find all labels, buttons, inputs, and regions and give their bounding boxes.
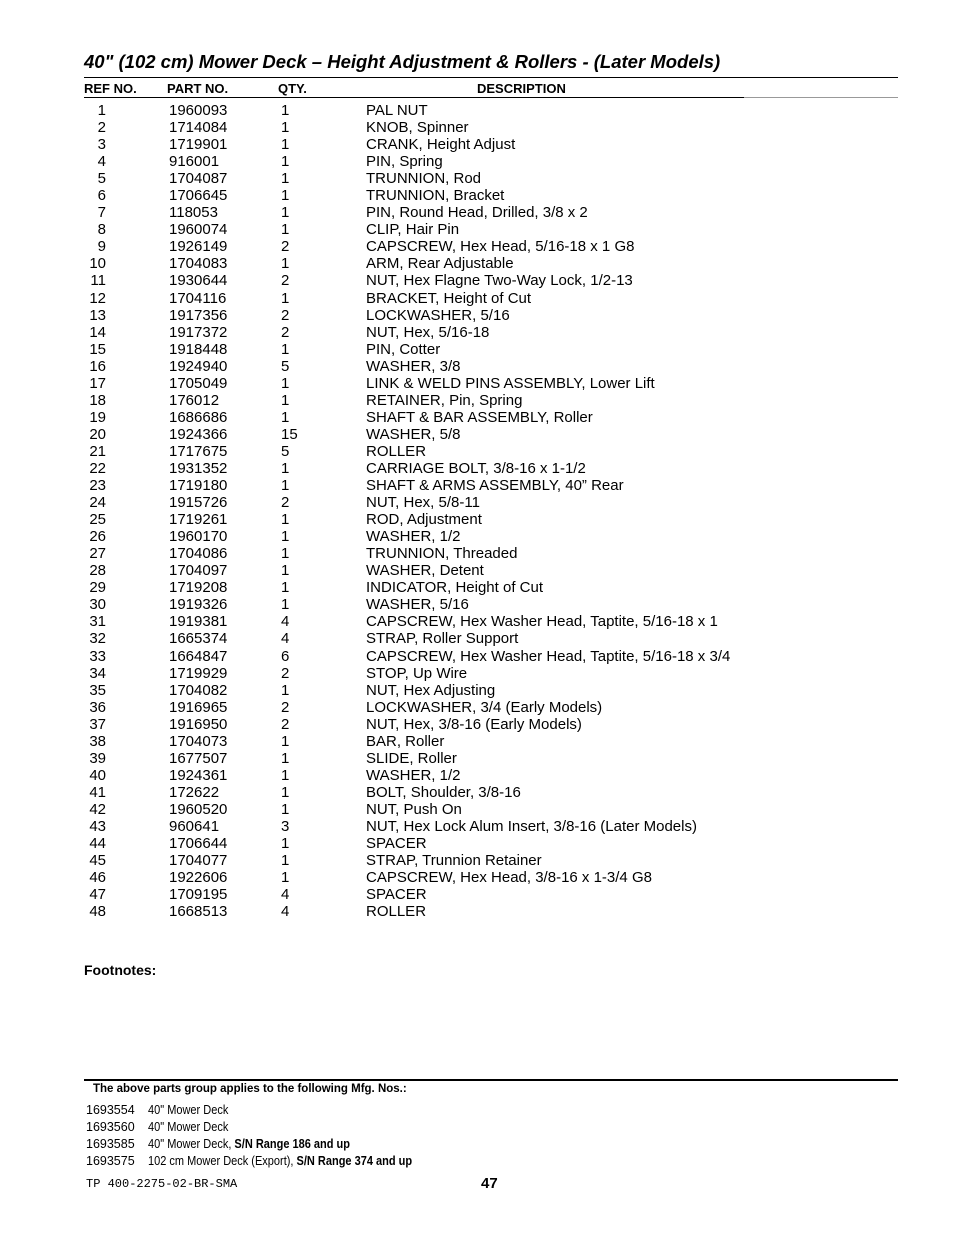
table-row [0,392,954,409]
qty-cell: 1 [281,528,290,546]
qty-cell: 1 [281,579,290,597]
part-no-cell: 1704116 [169,289,227,307]
ref-no-cell: 8 [97,221,106,239]
part-no-cell: 1719929 [169,664,228,682]
ref-no-cell: 44 [89,835,106,853]
part-no-cell: 1918448 [169,340,228,358]
ref-no-cell: 33 [89,647,106,665]
ref-no-cell: 30 [89,596,106,614]
part-no-cell: 1706645 [169,187,228,205]
table-row [0,699,954,716]
ref-no-cell: 2 [97,119,106,137]
mfg-description-text: 40" Mower Deck [148,1120,229,1134]
part-no-cell: 1915726 [169,494,228,512]
description-cell: BRACKET, Height of Cut [366,289,532,307]
table-row [0,409,954,426]
description-cell: SPACER [366,835,427,853]
ref-no-cell: 31 [89,613,106,631]
ref-no-cell: 46 [89,869,106,887]
description-cell: INDICATOR, Height of Cut [366,579,543,597]
header-rule-right [744,97,898,98]
part-no-cell: 1719901 [169,136,228,154]
qty-cell: 1 [281,102,290,119]
table-row [0,204,954,221]
ref-no-cell: 32 [89,630,106,648]
part-no-cell: 1704073 [169,732,228,750]
ref-no-cell: 34 [89,664,106,682]
parts-table [0,102,954,920]
qty-cell: 1 [281,391,290,409]
ref-no-cell: 42 [89,800,106,818]
qty-cell: 2 [281,323,290,341]
qty-cell: 1 [281,289,290,307]
qty-cell: 1 [281,511,290,529]
title-rule [84,77,898,78]
part-no-cell: 1916965 [169,698,228,716]
description-cell: RETAINER, Pin, Spring [366,391,523,409]
qty-cell: 1 [281,221,290,239]
part-no-cell: 1917372 [169,323,228,341]
ref-no-cell: 41 [89,783,106,801]
part-no-cell: 1719208 [169,579,228,597]
ref-no-cell: 5 [97,170,106,188]
qty-cell: 1 [281,408,290,426]
description-cell: SLIDE, Roller [366,749,457,767]
table-row [0,102,954,119]
description-cell: STRAP, Trunnion Retainer [366,852,542,870]
table-row [0,903,954,920]
description-cell: SHAFT & BAR ASSEMBLY, Roller [366,408,593,426]
table-row [0,290,954,307]
qty-cell: 1 [281,596,290,614]
qty-cell: 1 [281,170,290,188]
mfg-description-text: 40" Mower Deck, [148,1137,235,1151]
header-qty: QTY. [278,81,307,96]
table-row [0,375,954,392]
ref-no-cell: 10 [89,255,106,273]
part-no-cell: 1930644 [169,272,228,290]
description-cell: CAPSCREW, Hex Washer Head, Taptite, 5/16-18 x 1 [366,613,718,631]
part-no-cell: 1705049 [169,374,228,392]
table-row [0,443,954,460]
qty-cell: 2 [281,272,290,290]
description-cell: CAPSCREW, Hex Washer Head, Taptite, 5/16-18 x 3/4 [366,647,731,665]
mfg-number-list [86,1102,686,1170]
qty-cell: 1 [281,766,290,784]
table-row [0,630,954,647]
ref-no-cell: 29 [89,579,106,597]
description-cell: PIN, Spring [366,153,443,171]
qty-cell: 1 [281,732,290,750]
part-no-cell: 1931352 [169,459,228,477]
qty-cell: 2 [281,664,290,682]
table-row [0,869,954,886]
part-no-cell: 1960074 [169,221,228,239]
ref-no-cell: 43 [89,817,106,835]
ref-no-cell: 27 [89,545,106,563]
table-row [0,272,954,289]
qty-cell: 1 [281,835,290,853]
description-cell: ROLLER [366,442,427,460]
table-row [0,187,954,204]
table-row [0,613,954,630]
part-no-cell: 1717675 [169,442,228,460]
part-no-cell: 1917356 [169,306,228,324]
description-cell: WASHER, 5/8 [366,425,461,443]
ref-no-cell: 47 [89,886,106,904]
description-cell: BAR, Roller [366,732,445,750]
mfg-row [86,1102,686,1119]
description-cell: CARRIAGE BOLT, 3/8-16 x 1-1/2 [366,459,586,477]
part-no-cell: 172622 [169,783,220,801]
mfg-description [148,1136,350,1153]
description-cell: ROD, Adjustment [366,511,482,529]
header-description: DESCRIPTION [477,81,566,96]
part-no-cell: 1714084 [169,119,228,137]
ref-no-cell: 26 [89,528,106,546]
description-cell: KNOB, Spinner [366,119,469,137]
qty-cell: 1 [281,562,290,580]
description-cell: CRANK, Height Adjust [366,136,516,154]
mfg-description-text: 40" Mower Deck [148,1103,229,1117]
description-cell: CAPSCREW, Hex Head, 5/16-18 x 1 G8 [366,238,635,256]
description-cell: SHAFT & ARMS ASSEMBLY, 40” Rear [366,477,624,495]
table-row [0,460,954,477]
part-no-cell: 1704097 [169,562,228,580]
ref-no-cell: 18 [89,391,106,409]
qty-cell: 3 [281,817,290,835]
description-cell: WASHER, 1/2 [366,766,461,784]
part-no-cell: 1665374 [169,630,228,648]
header-rule [84,97,744,98]
qty-cell: 5 [281,357,290,375]
mfg-serial-range: S/N Range 186 and up [234,1137,350,1151]
qty-cell: 2 [281,238,290,256]
part-no-cell: 1960170 [169,528,228,546]
ref-no-cell: 3 [97,136,106,154]
qty-cell: 6 [281,647,290,665]
description-cell: WASHER, 1/2 [366,528,461,546]
part-no-cell: 1704082 [169,681,228,699]
part-no-cell: 1960093 [169,102,228,119]
description-cell: NUT, Hex Lock Alum Insert, 3/8-16 (Later Models) [366,817,697,835]
qty-cell: 1 [281,749,290,767]
qty-cell: 1 [281,204,290,222]
header-part-no: PART NO. [167,81,229,96]
qty-cell: 15 [281,425,298,443]
part-no-cell: 1926149 [169,238,228,256]
qty-cell: 4 [281,886,290,904]
part-no-cell: 1704087 [169,170,228,188]
part-no-cell: 1924361 [169,766,228,784]
part-no-cell: 1924940 [169,357,228,375]
description-cell: NUT, Push On [366,800,462,818]
description-cell: LOCKWASHER, 5/16 [366,306,510,324]
ref-no-cell: 14 [89,323,106,341]
table-row [0,648,954,665]
part-no-cell: 1719180 [169,477,228,495]
part-no-cell: 1924366 [169,425,228,443]
mfg-number: 1693585 [86,1137,135,1151]
qty-cell: 1 [281,459,290,477]
qty-cell: 1 [281,800,290,818]
qty-cell: 1 [281,852,290,870]
qty-cell: 1 [281,477,290,495]
table-row [0,426,954,443]
mfg-row [86,1153,686,1170]
table-row [0,528,954,545]
ref-no-cell: 16 [89,357,106,375]
table-row [0,358,954,375]
part-no-cell: 1922606 [169,869,228,887]
table-row [0,886,954,903]
table-row [0,324,954,341]
part-no-cell: 1916950 [169,715,228,733]
description-cell: WASHER, Detent [366,562,484,580]
part-no-cell: 1706644 [169,835,228,853]
mfg-row [86,1119,686,1136]
ref-no-cell: 1 [97,102,106,119]
table-row [0,818,954,835]
description-cell: BOLT, Shoulder, 3/8-16 [366,783,521,801]
part-no-cell: 1719261 [169,511,228,529]
description-cell: NUT, Hex, 3/8-16 (Early Models) [366,715,582,733]
description-cell: TRUNNION, Threaded [366,545,518,563]
header-ref-no: REF NO. [84,81,137,96]
qty-cell: 1 [281,119,290,137]
description-cell: ARM, Rear Adjustable [366,255,514,273]
part-no-cell: 916001 [169,153,220,171]
description-cell: NUT, Hex Flagne Two-Way Lock, 1/2-13 [366,272,633,290]
table-row [0,767,954,784]
table-row [0,562,954,579]
description-cell: CLIP, Hair Pin [366,221,460,239]
table-row [0,494,954,511]
table-row [0,784,954,801]
qty-cell: 4 [281,613,290,631]
description-cell: STRAP, Roller Support [366,630,519,648]
part-no-cell: 1919326 [169,596,228,614]
ref-no-cell: 9 [97,238,106,256]
part-no-cell: 176012 [169,391,220,409]
table-row [0,596,954,613]
qty-cell: 2 [281,306,290,324]
description-cell: PAL NUT [366,102,428,119]
table-row [0,307,954,324]
document-id: TP 400-2275-02-BR-SMA [86,1177,238,1191]
part-no-cell: 1664847 [169,647,228,665]
qty-cell: 1 [281,374,290,392]
ref-no-cell: 45 [89,852,106,870]
table-row [0,750,954,767]
ref-no-cell: 37 [89,715,106,733]
table-row [0,579,954,596]
qty-cell: 1 [281,681,290,699]
qty-cell: 1 [281,187,290,205]
part-no-cell: 1709195 [169,886,228,904]
part-no-cell: 1919381 [169,613,228,631]
ref-no-cell: 21 [89,442,106,460]
ref-no-cell: 36 [89,698,106,716]
table-row [0,477,954,494]
ref-no-cell: 4 [97,153,106,171]
ref-no-cell: 11 [90,272,106,290]
table-row [0,221,954,238]
part-no-cell: 1704077 [169,852,228,870]
qty-cell: 1 [281,136,290,154]
part-no-cell: 1668513 [169,903,228,921]
ref-no-cell: 20 [89,425,106,443]
table-row [0,153,954,170]
description-cell: STOP, Up Wire [366,664,468,682]
ref-no-cell: 39 [89,749,106,767]
qty-cell: 1 [281,340,290,358]
table-row [0,682,954,699]
part-no-cell: 1704083 [169,255,228,273]
page-number: 47 [481,1175,498,1192]
qty-cell: 4 [281,903,290,921]
table-row [0,801,954,818]
qty-cell: 1 [281,783,290,801]
table-row [0,170,954,187]
qty-cell: 2 [281,494,290,512]
description-cell: WASHER, 5/16 [366,596,469,614]
description-cell: NUT, Hex Adjusting [366,681,496,699]
ref-no-cell: 25 [89,511,106,529]
ref-no-cell: 13 [89,306,106,324]
table-row [0,835,954,852]
description-cell: NUT, Hex, 5/8-11 [366,494,480,512]
page-title: 40" (102 cm) Mower Deck – Height Adjustment & Rollers - (Later Models) [84,51,721,72]
qty-cell: 1 [281,869,290,887]
ref-no-cell: 28 [89,562,106,580]
mfg-description [148,1102,228,1119]
qty-cell: 1 [281,153,290,171]
ref-no-cell: 17 [89,374,106,392]
mfg-number: 1693560 [86,1120,135,1134]
description-cell: LOCKWASHER, 3/4 (Early Models) [366,698,603,716]
description-cell: WASHER, 3/8 [366,357,461,375]
part-no-cell: 960641 [169,817,220,835]
table-row [0,511,954,528]
ref-no-cell: 38 [89,732,106,750]
mfg-number: 1693554 [86,1103,135,1117]
table-row [0,733,954,750]
ref-no-cell: 24 [89,494,106,512]
description-cell: TRUNNION, Rod [366,170,482,188]
table-row [0,238,954,255]
footnotes-label: Footnotes: [84,962,157,978]
ref-no-cell: 22 [89,459,106,477]
ref-no-cell: 23 [89,477,106,495]
table-row [0,136,954,153]
mfg-description-text: 102 cm Mower Deck (Export), [148,1154,297,1168]
table-row [0,665,954,682]
description-cell: PIN, Cotter [366,340,441,358]
description-cell: CAPSCREW, Hex Head, 3/8-16 x 1-3/4 G8 [366,869,652,887]
ref-no-cell: 48 [89,903,106,921]
mfg-description [148,1119,228,1136]
qty-cell: 2 [281,715,290,733]
qty-cell: 1 [281,255,290,273]
mfg-description [148,1153,412,1170]
applies-text: The above parts group applies to the following Mfg. Nos.: [93,1083,407,1095]
part-no-cell: 118053 [169,204,218,222]
description-cell: TRUNNION, Bracket [366,187,505,205]
qty-cell: 1 [281,545,290,563]
applies-rule [84,1079,898,1081]
table-row [0,716,954,733]
part-no-cell: 1704086 [169,545,228,563]
description-cell: ROLLER [366,903,427,921]
qty-cell: 5 [281,442,290,460]
ref-no-cell: 15 [89,340,106,358]
ref-no-cell: 40 [89,766,106,784]
mfg-number: 1693575 [86,1154,135,1168]
description-cell: NUT, Hex, 5/16-18 [366,323,490,341]
qty-cell: 2 [281,698,290,716]
table-row [0,852,954,869]
description-cell: LINK & WELD PINS ASSEMBLY, Lower Lift [366,374,655,392]
ref-no-cell: 7 [97,204,106,222]
ref-no-cell: 35 [89,681,106,699]
table-row [0,119,954,136]
mfg-serial-range: S/N Range 374 and up [296,1154,413,1168]
description-cell: SPACER [366,886,427,904]
part-no-cell: 1677507 [169,749,228,767]
table-row [0,545,954,562]
table-row [0,341,954,358]
ref-no-cell: 19 [89,408,106,426]
ref-no-cell: 12 [89,289,106,307]
mfg-row [86,1136,686,1153]
table-row [0,255,954,272]
part-no-cell: 1686686 [169,408,228,426]
qty-cell: 4 [281,630,290,648]
part-no-cell: 1960520 [169,800,228,818]
description-cell: PIN, Round Head, Drilled, 3/8 x 2 [366,204,588,222]
ref-no-cell: 6 [97,187,106,205]
